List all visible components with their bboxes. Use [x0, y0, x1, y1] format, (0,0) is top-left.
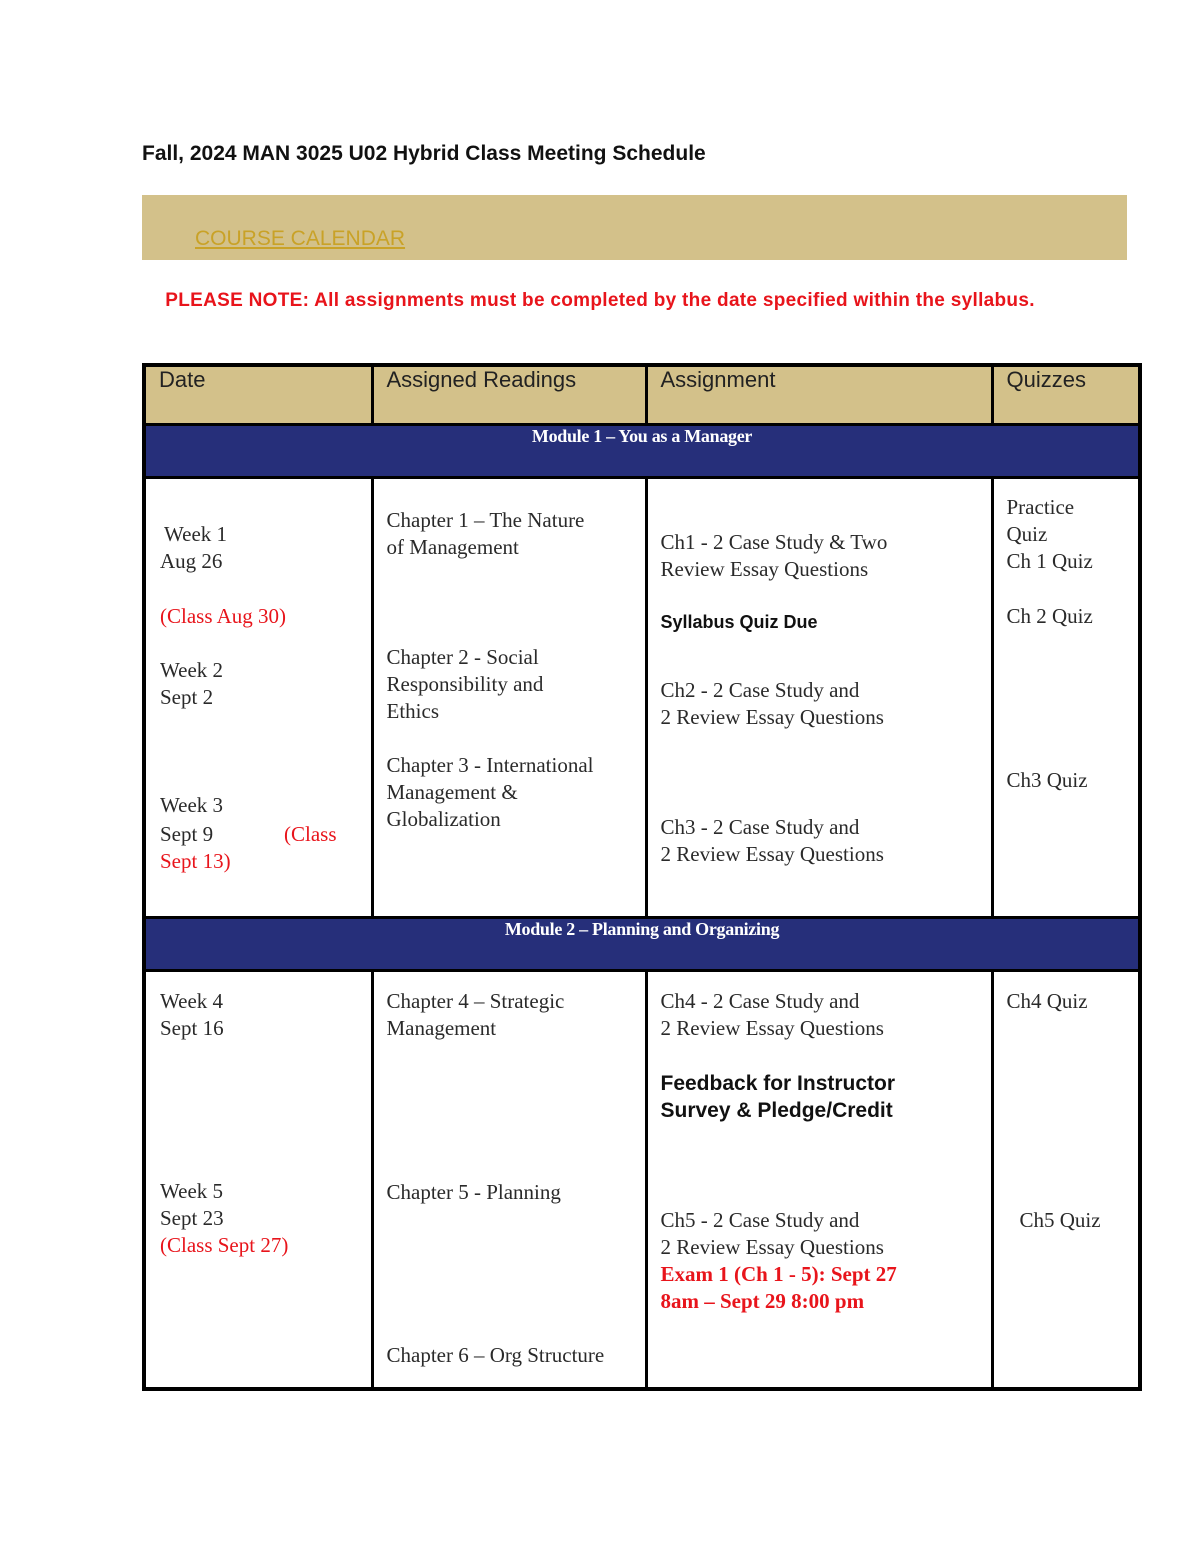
course-calendar-link[interactable]: COURSE CALENDAR [195, 227, 406, 250]
module-2-readings [372, 971, 646, 1390]
header-readings: Assigned Readings [372, 365, 646, 425]
assignment-ch5: Ch5 - 2 Case Study and 2 Review Essay Questions Exam 1 (Ch 1 - 5): Sept 27 8am – Sept 29 8:00 pm [660, 1208, 897, 1313]
reading-ch1: Chapter 1 – The Nature of Management [386, 508, 585, 559]
reading-ch6: Chapter 6 – Org Structure [386, 1343, 605, 1367]
module-1-row [144, 478, 1140, 918]
assignment-ch2: Ch2 - 2 Case Study and 2 Review Essay Questions [660, 678, 884, 729]
assignment-ch3: Ch3 - 2 Case Study and 2 Review Essay Questions [660, 815, 884, 866]
quiz-ch3: Ch3 Quiz [1006, 768, 1088, 792]
week-1-class: (Class Aug 30) [160, 604, 286, 628]
week-3-date: Sept 9 [160, 822, 214, 846]
week-2: Week 2 Sept 2 [160, 658, 224, 709]
module-2-assignments [646, 971, 992, 1390]
header-assignment: Assignment [646, 365, 992, 425]
reading-ch5: Chapter 5 - Planning [386, 1180, 561, 1204]
assignment-ch4: Ch4 - 2 Case Study and 2 Review Essay Questions [660, 989, 884, 1040]
quiz-practice-ch1: Practice Quiz Ch 1 Quiz [1006, 495, 1093, 573]
module-1-quizzes [992, 478, 1140, 918]
module-1-dates [144, 478, 372, 918]
reading-ch2: Chapter 2 - Social Responsibility and Ethics [386, 645, 544, 723]
module-2-row [144, 971, 1140, 1390]
feedback-survey: Feedback for Instructor Survey & Pledge/Credit [660, 1072, 896, 1122]
page-title: Fall, 2024 MAN 3025 U02 Hybrid Class Meeting Schedule [142, 142, 706, 165]
module-1-readings [372, 478, 646, 918]
module-1-assignments [646, 478, 992, 918]
week-3-class-a: (Class [284, 822, 337, 846]
header-quizzes: Quizzes [992, 365, 1140, 425]
week-1: Week 1 Aug 26 [160, 522, 228, 573]
exam-1-window: 8am – Sept 29 8:00 pm [660, 1289, 865, 1313]
module-1-header [144, 425, 1140, 478]
quiz-ch4: Ch4 Quiz [1006, 989, 1088, 1013]
course-calendar-banner [142, 195, 1127, 260]
assignment-ch1: Ch1 - 2 Case Study & Two Review Essay Questions [660, 530, 888, 581]
quiz-ch5: Ch5 Quiz [1019, 1208, 1101, 1232]
module-title: Module 2 – Planning and Organizing [144, 918, 1140, 971]
module-2-dates [144, 971, 372, 1390]
table-header-row [144, 365, 1140, 425]
module-2-header [144, 918, 1140, 971]
exam-1: Exam 1 (Ch 1 - 5): Sept 27 [660, 1262, 897, 1286]
week-5: Week 5 Sept 23 (Class Sept 27) [160, 1179, 289, 1257]
module-2-quizzes [992, 971, 1140, 1390]
quiz-ch2: Ch 2 Quiz [1006, 604, 1093, 628]
week-3: Week 3 [160, 793, 224, 817]
reading-ch3: Chapter 3 - International Management & Globalization [386, 753, 594, 831]
syllabus-quiz-due: Syllabus Quiz Due [660, 612, 818, 632]
module-title: Module 1 – You as a Manager [144, 425, 1140, 478]
reading-ch4: Chapter 4 – Strategic Management [386, 989, 565, 1040]
week-3-class-b: Sept 13) [160, 849, 231, 873]
week-4: Week 4 Sept 16 [160, 989, 224, 1040]
schedule-table [142, 363, 1142, 1391]
header-date: Date [144, 365, 372, 425]
assignment-notice: PLEASE NOTE: All assignments must be completed by the date specified within the syllabus. [165, 290, 1035, 311]
